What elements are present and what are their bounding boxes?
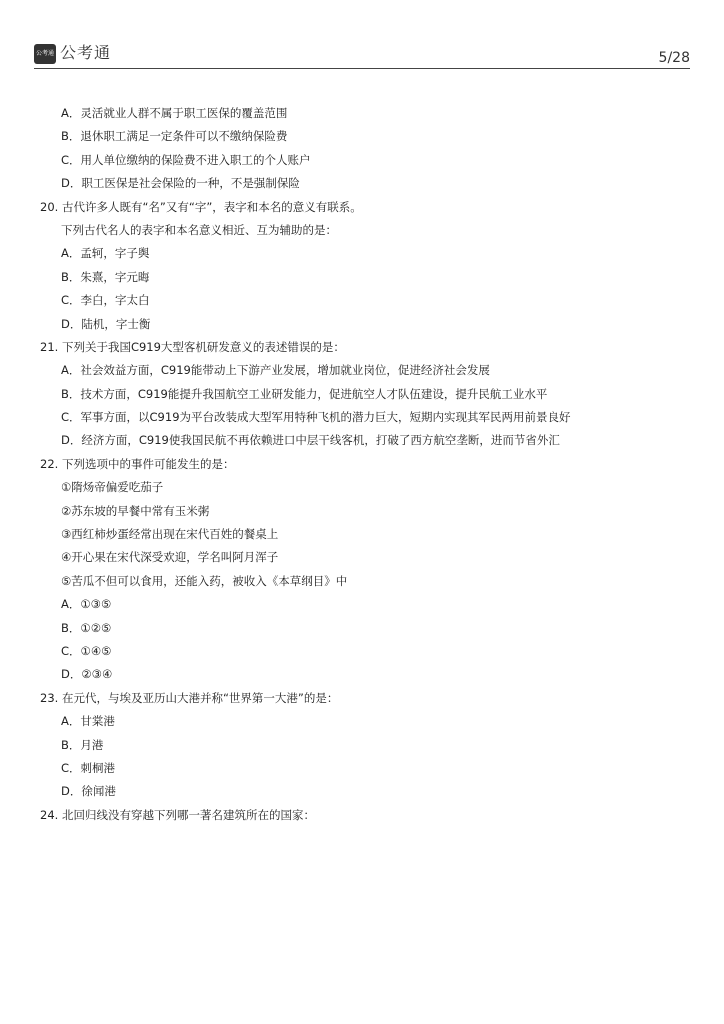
- q21-stem: 21. 下列关于我国C919大型客机研发意义的表述错误的是：: [40, 339, 345, 354]
- q20-stem-line2: 下列古代名人的表字和本名意义相近、互为辅助的是：: [61, 222, 337, 237]
- q22-item-3: ③西红柿炒蛋经常出现在宋代百姓的餐桌上: [61, 527, 279, 542]
- q20-stem: 20. 古代许多人既有“名”又有“字”，表字和本名的意义有联系。: [40, 199, 362, 214]
- q22-item-2: ②苏东坡的早餐中常有玉米粥: [61, 503, 210, 518]
- q19-option-a: A．灵活就业人群不属于职工医保的覆盖范围: [61, 106, 288, 120]
- q22-stem: 22. 下列选项中的事件可能发生的是：: [40, 456, 235, 471]
- q21-option-d: D．经济方面，C919使我国民航不再依赖进口中层干线客机，打破了西方航空垄断，进而节省外汇: [61, 433, 560, 448]
- q21-option-c: C．军事方面，以C919为平台改装成大型军用特种飞机的潜力巨大，短期内实现其军民两用前景良好: [61, 410, 571, 425]
- q20-option-c: C．李白，字太白: [61, 293, 150, 308]
- q23-option-b: B．月港: [61, 737, 104, 752]
- q23-option-c: C．刺桐港: [61, 760, 116, 775]
- brand-logo-icon: [34, 44, 56, 64]
- q21-option-b: B．技术方面，C919能提升我国航空工业研发能力，促进航空人才队伍建设，提升民航工业水平: [61, 386, 548, 401]
- q22-option-d: D．②③④: [61, 667, 113, 682]
- q23-stem: 23. 在元代，与埃及亚历山大港并称“世界第一大港”的是：: [40, 690, 339, 705]
- q22-item-4: ④开心果在宋代深受欢迎，学名叫阿月浑子: [61, 550, 279, 565]
- q22-option-a: A．①③⑤: [61, 597, 112, 612]
- page-header: [34, 44, 690, 70]
- q20-option-a: A．孟轲，字子舆: [61, 246, 150, 261]
- q24-stem: 24. 北回归线没有穿越下列哪一著名建筑所在的国家：: [40, 807, 315, 822]
- q20-option-b: B．朱熹，字元晦: [61, 269, 150, 284]
- brand-name: 公考通: [60, 43, 112, 62]
- question-content: [40, 102, 680, 827]
- q21-option-a: A．社会效益方面，C919能带动上下游产业发展，增加就业岗位，促进经济社会发展: [61, 363, 490, 378]
- page-number: 5/28: [658, 50, 690, 66]
- q22-option-c: C．①④⑤: [61, 643, 112, 658]
- q19-option-d: D．职工医保是社会保险的一种，不是强制保险: [61, 176, 300, 191]
- logo-text: 公考通: [35, 50, 54, 57]
- q23-option-d: D．徐闻港: [61, 784, 116, 799]
- q20-option-d: D．陆机，字士衡: [61, 316, 151, 331]
- q19-option-c: C．用人单位缴纳的保险费不进入职工的个人账户: [61, 152, 311, 167]
- header-divider: [34, 68, 690, 69]
- q19-option-b: B．退休职工满足一定条件可以不缴纳保险费: [61, 129, 288, 144]
- q22-item-5: ⑤苦瓜不但可以食用，还能入药，被收入《本草纲目》中: [61, 573, 348, 588]
- q22-item-1: ①隋炀帝偏爱吃茄子: [61, 480, 164, 495]
- q23-option-a: A．甘棠港: [61, 714, 115, 729]
- q22-option-b: B．①②⑤: [61, 620, 112, 635]
